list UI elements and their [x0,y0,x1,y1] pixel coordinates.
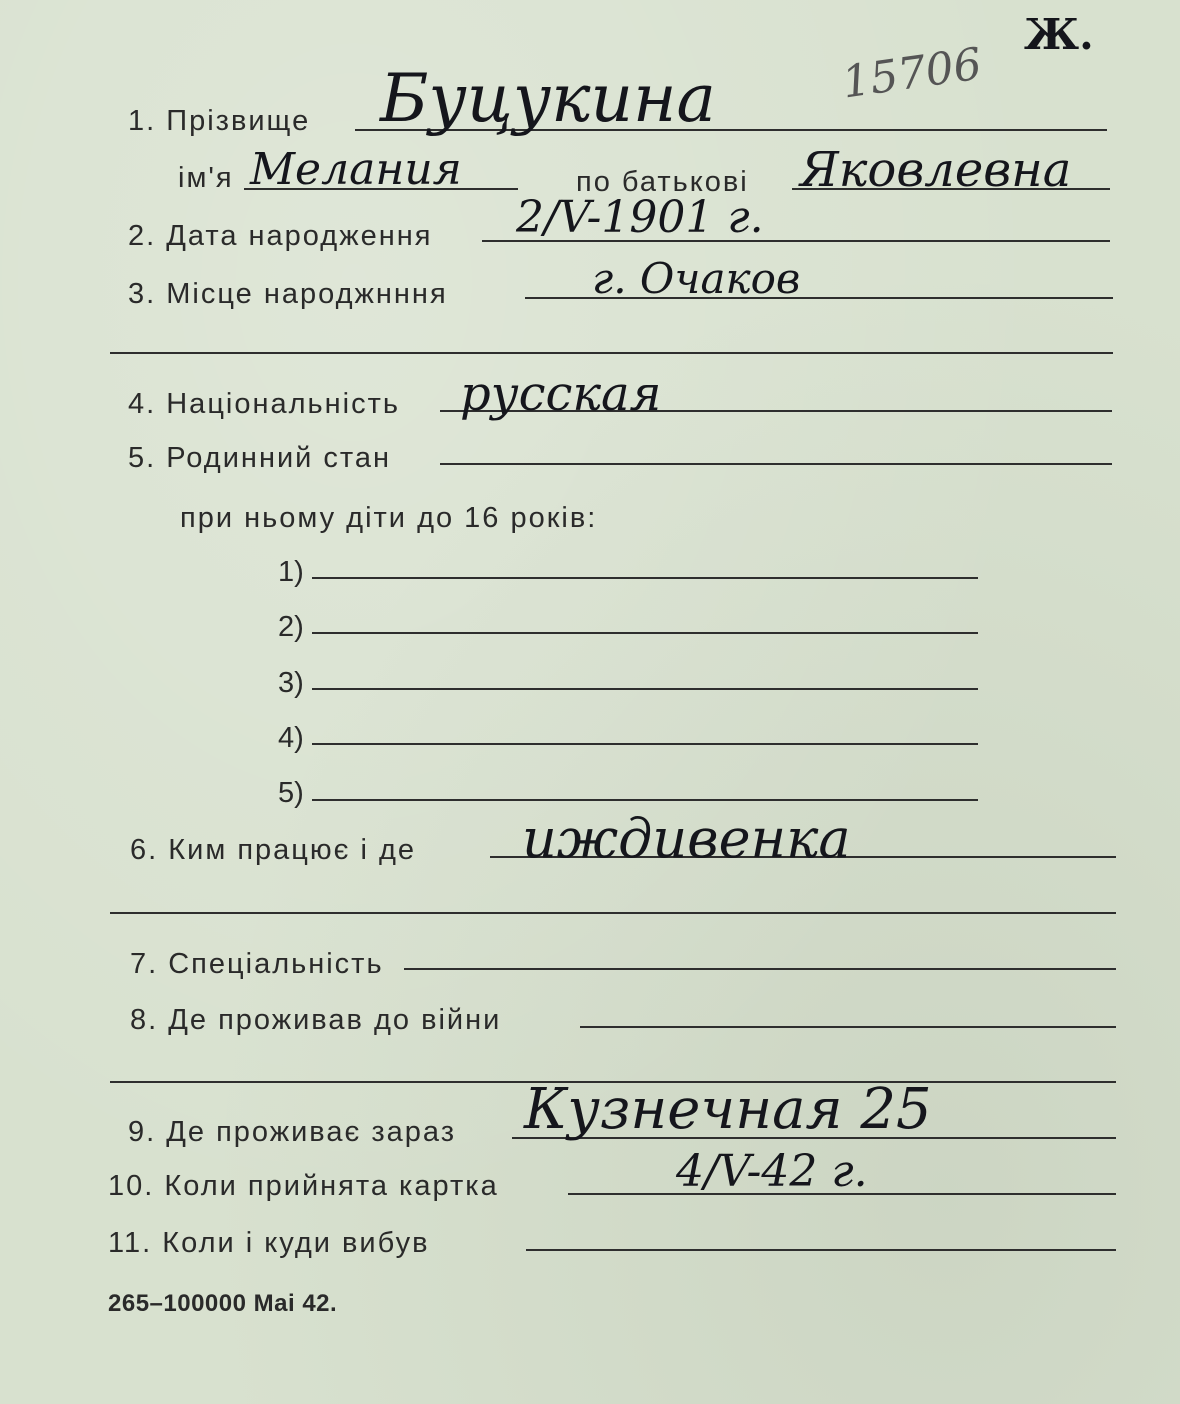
label-nationality: 4. Національність [128,388,401,420]
child-number-3: 3) [278,667,304,699]
occupation-value: иждивенка [522,807,851,870]
label-speciality: 7. Спеціальність [130,948,384,980]
label-patronymic: по батькові [576,166,749,198]
label-children: при ньому діти до 16 років: [180,502,598,534]
child-number-5: 5) [278,777,304,809]
label-card-accepted: 10. Коли прийнята картка [108,1170,499,1202]
occupation-line-2 [110,912,1116,914]
name-value: Мелания [250,144,462,195]
departure-line [526,1249,1116,1251]
nationality-value: русская [460,366,662,422]
label-birth-place: 3. Місце народжнння [128,278,448,310]
child-line-4 [312,743,978,745]
file-number: 15706 [839,38,985,109]
child-line-5 [312,799,978,801]
label-marital-status: 5. Родинний стан [128,442,392,474]
prewar-address-line [580,1026,1116,1028]
child-line-1 [312,577,978,579]
current-address-value: Кузнечная 25 [524,1077,932,1142]
surname-value: Буцукина [380,60,716,137]
label-prewar-address: 8. Де проживав до війни [130,1004,502,1036]
label-name: ім'я [178,162,234,194]
label-current-address: 9. Де проживає зараз [128,1116,457,1148]
birth-date-value: 2/V-1901 г. [516,192,764,243]
print-info: 265–100000 Mai 42. [108,1290,338,1317]
child-number-1: 1) [278,556,304,588]
patronymic-value: Яковлевна [800,142,1072,198]
label-surname: 1. Прізвище [128,105,311,137]
speciality-line [404,968,1116,970]
label-birth-date: 2. Дата народження [128,220,433,252]
child-line-2 [312,632,978,634]
marital-status-line [440,463,1112,465]
child-line-3 [312,688,978,690]
child-number-2: 2) [278,611,304,643]
birth-place-line-2 [110,352,1113,354]
card-accepted-value: 4/V-42 г. [676,1146,868,1197]
letter-mark: Ж. [1024,10,1094,59]
label-departure: 11. Коли і куди вибув [108,1227,430,1259]
birth-place-value: г. Очаков [592,254,801,303]
label-occupation: 6. Ким працює і де [130,834,417,866]
child-number-4: 4) [278,722,304,754]
